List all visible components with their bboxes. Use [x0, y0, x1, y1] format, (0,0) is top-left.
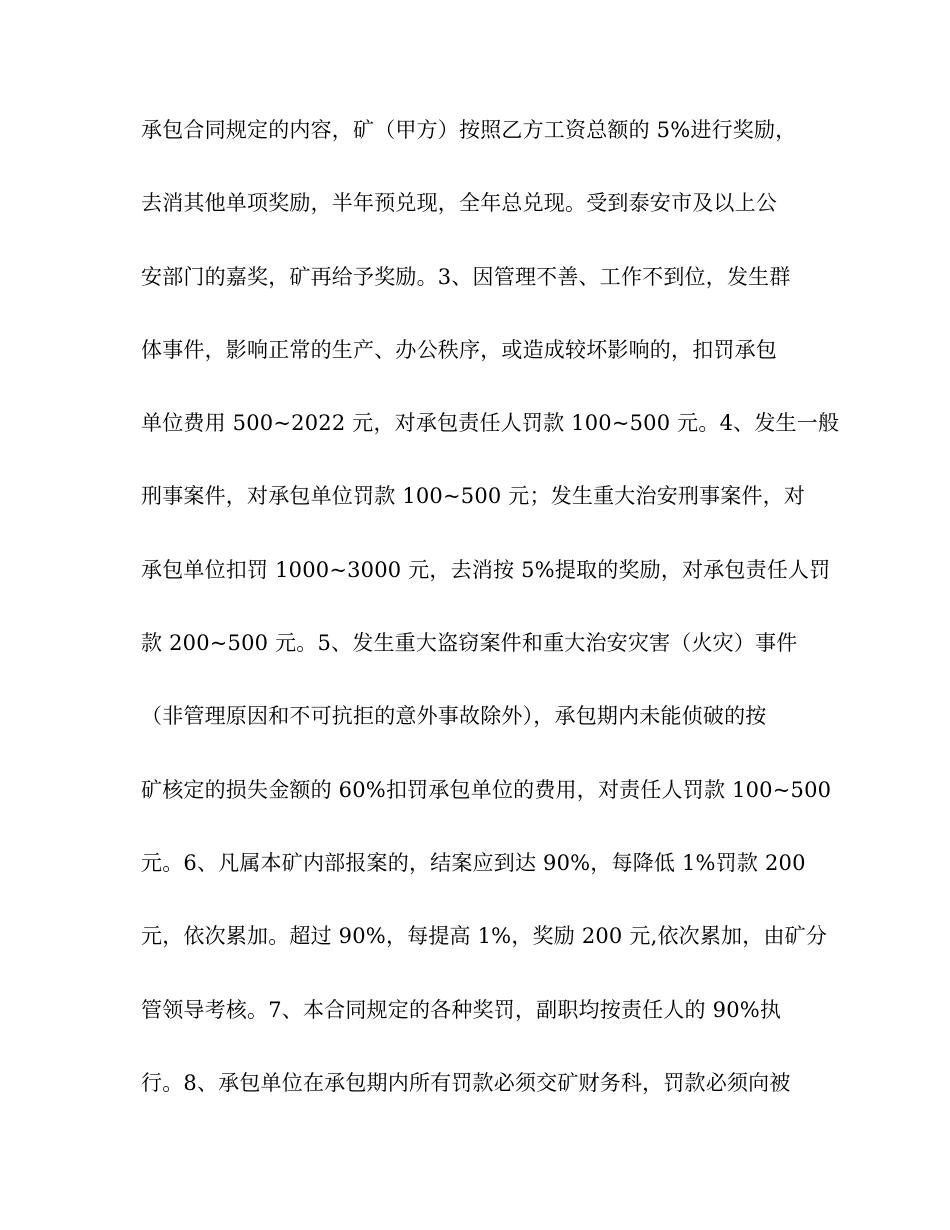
- text-line: 承包合同规定的内容，矿（甲方）按照乙方工资总额的 5%进行奖励，: [141, 118, 797, 142]
- text-line: 元，依次累加。超过 90%，每提高 1%，奖励 200 元,依次累加，由矿分: [141, 924, 828, 949]
- text-line: 矿核定的损失金额的 60%扣罚承包单位的费用，对责任人罚款 100~500: [141, 777, 832, 802]
- body-text: [141, 118, 840, 1144]
- text-line: 元。6、凡属本矿内部报案的，结案应到达 90%，每降低 1%罚款 200: [141, 850, 806, 875]
- text-line: 款 200~500 元。5、发生重大盗窃案件和重大治安灾害（火灾）事件: [141, 631, 798, 656]
- text-line: 体事件，影响正常的生产、办公秩序，或造成较坏影响的，扣罚承包: [141, 337, 777, 362]
- text-line: 承包单位扣罚 1000~3000 元，去消按 5%提取的奖励，对承包责任人罚: [141, 557, 831, 582]
- text-line: 行。8、承包单位在承包期内所有罚款必须交矿财务科，罚款必须向被: [141, 1070, 791, 1095]
- text-line: 安部门的嘉奖，矿再给予奖励。3、因管理不善、工作不到位，发生群: [141, 264, 791, 289]
- text-line: （非管理原因和不可抗拒的意外事故除外），承包期内未能侦破的按: [141, 704, 767, 729]
- text-line: 刑事案件，对承包单位罚款 100~500 元；发生重大治安刑事案件，对: [141, 484, 806, 509]
- text-line: 单位费用 500~2022 元，对承包责任人罚款 100~500 元。4、发生一般: [141, 411, 840, 436]
- text-line: 管领导考核。7、本合同规定的各种奖罚，副职均按责任人的 90%执: [141, 997, 782, 1022]
- text-line: 去消其他单项奖励，半年预兑现，全年总兑现。受到泰安市及以上公: [141, 191, 777, 216]
